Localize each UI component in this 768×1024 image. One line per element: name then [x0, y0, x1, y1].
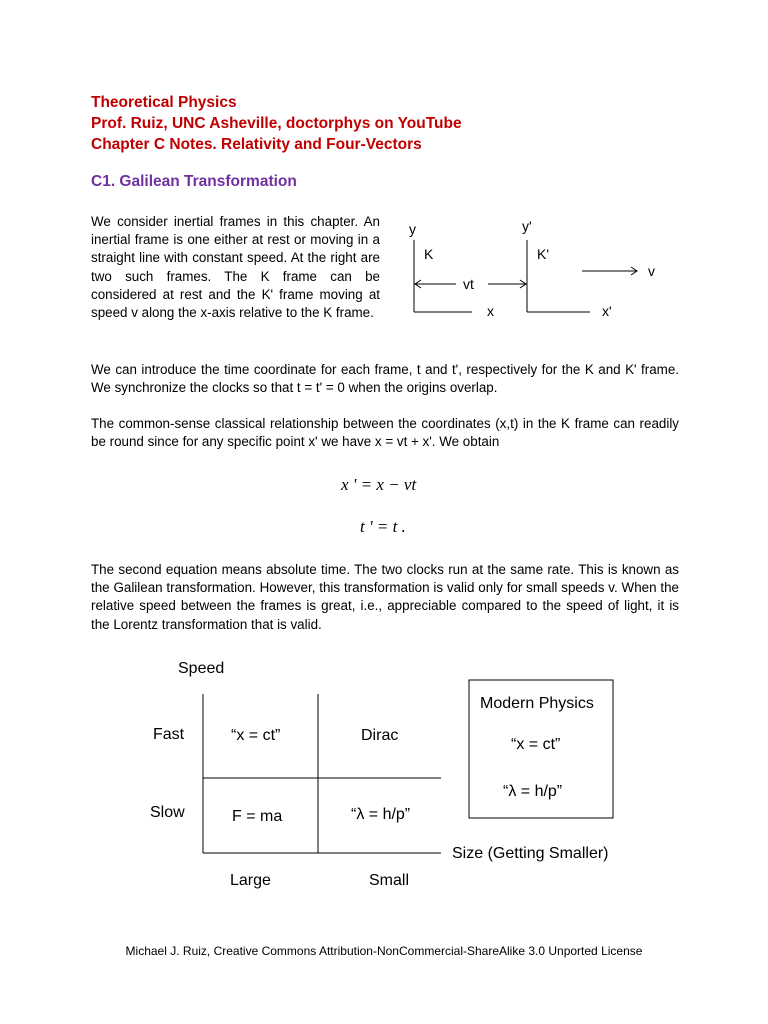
cell-fast-large: “x = ct”	[231, 727, 281, 744]
label-v: v	[648, 263, 655, 279]
equation-t-prime: t ' = t .	[360, 517, 406, 536]
paragraph-text: The common-sense classical relationship between the coordinates (x,t) in the K frame can readily be round since for any specific point x' we have x = vt + x'. We obtain	[91, 416, 679, 450]
section-heading: C1. Galilean Transformation	[91, 173, 297, 190]
label-y-prime: y'	[522, 218, 532, 234]
label-small: Small	[369, 872, 410, 889]
license-footer: Michael J. Ruiz, Creative Commons Attribution-NonCommercial-ShareAlike 3.0 Unported License	[125, 944, 643, 958]
label-y: y	[409, 221, 416, 237]
label-vt: vt	[463, 276, 474, 292]
label-size: Size (Getting Smaller)	[452, 845, 609, 862]
intro-text: We consider inertial frames in this chapter. An inertial frame is one either at rest or moving in a straight line with constant speed. At the right are two such frames. The K frame can be considered at rest and the K' frame moving at speed v along the x-axis relative to the K frame.	[91, 214, 380, 321]
label-fast: Fast	[153, 726, 185, 743]
cell-slow-small: “λ = h/p”	[351, 806, 411, 823]
box-title: Modern Physics	[480, 695, 594, 712]
label-x-prime: x'	[602, 303, 612, 319]
label-K: K	[424, 246, 434, 262]
doc-title: Theoretical Physics	[91, 94, 237, 111]
doc-author: Prof. Ruiz, UNC Asheville, doctorphys on YouTube	[91, 115, 462, 132]
label-x: x	[487, 303, 494, 319]
box-line-2: “λ = h/p”	[503, 783, 563, 800]
equation-x-prime: x ' = x − vt	[341, 475, 417, 494]
paragraph-text: We can introduce the time coordinate for each frame, t and t', respectively for the K and K' frame. We synchronize the clocks so that t = t' = 0 when the origins overlap.	[91, 362, 679, 396]
label-speed: Speed	[178, 660, 225, 677]
doc-chapter: Chapter C Notes. Relativity and Four-Vectors	[91, 136, 422, 153]
box-line-1: “x = ct”	[511, 736, 561, 753]
cell-fast-small: Dirac	[361, 727, 399, 744]
label-large: Large	[230, 872, 271, 889]
label-slow: Slow	[150, 804, 185, 821]
paragraph-text: The second equation means absolute time. The two clocks run at the same rate. This is known as the Galilean transformation. However, this transformation is valid only for small speeds v. When the relative speed between the frames is great, i.e., appreciable compared to the speed of light, it is the Lorentz transformation that is valid.	[91, 562, 679, 632]
label-K-prime: K'	[537, 246, 550, 262]
cell-slow-large: F = ma	[232, 808, 283, 825]
